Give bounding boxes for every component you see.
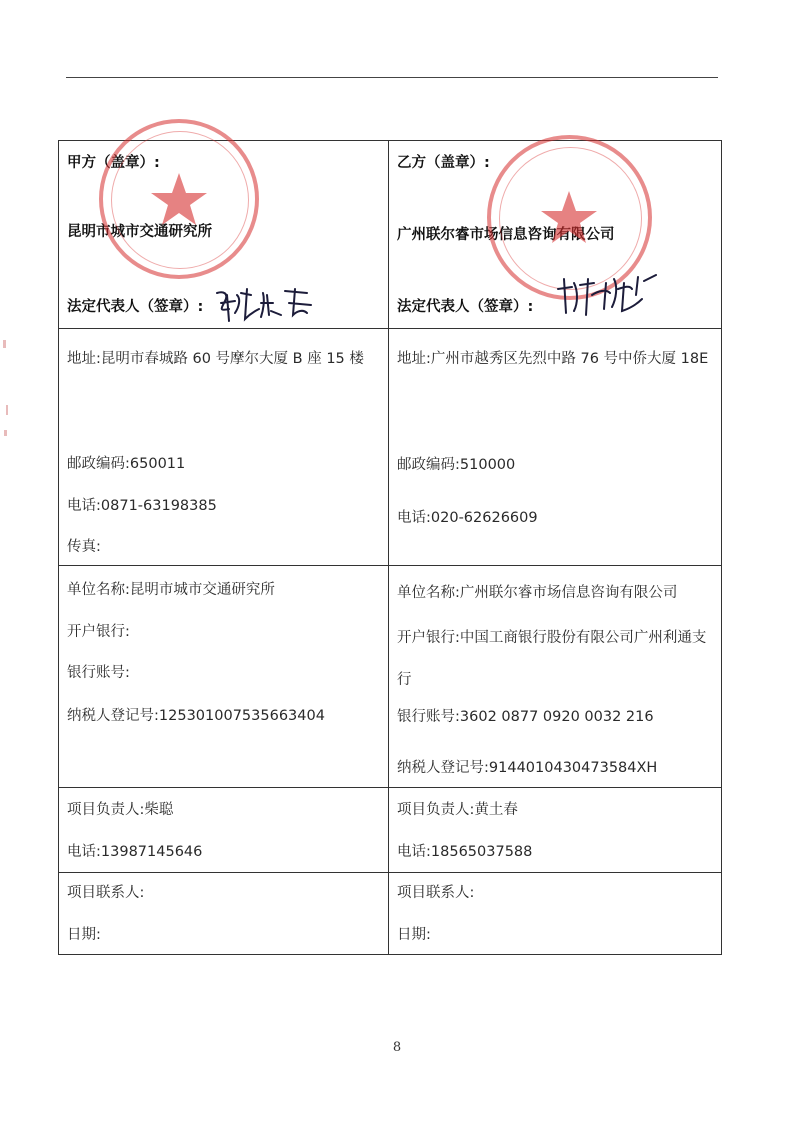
phone-value: 0871-63198385 xyxy=(100,498,217,514)
tax-value: 9144010430473584XH xyxy=(488,760,658,776)
party-a-seal xyxy=(99,119,259,279)
unit-value: 广州联尔睿市场信息咨询有限公司 xyxy=(459,585,678,601)
party-b-account xyxy=(397,707,654,727)
party-a-pm-phone xyxy=(67,842,202,862)
party-b-postcode xyxy=(397,455,515,475)
party-a-fax: 传真: xyxy=(67,539,101,555)
party-b-contact: 项目联系人: xyxy=(397,885,475,901)
pm-label: 项目负责人: xyxy=(67,802,145,818)
party-a-bank: 开户银行: xyxy=(67,624,130,640)
scan-speck xyxy=(3,340,6,348)
party-a-project-manager xyxy=(67,800,173,820)
party-a-date: 日期: xyxy=(67,927,101,943)
party-a-account: 银行账号: xyxy=(67,665,130,681)
party-a-name: 昆明市城市交通研究所 xyxy=(67,224,212,240)
phone-value: 020-62626609 xyxy=(430,510,538,526)
postcode-value: 650011 xyxy=(129,456,186,472)
party-a-phone xyxy=(67,496,217,516)
phone-label: 电话: xyxy=(397,844,431,860)
tax-value: 125301007535663404 xyxy=(158,708,325,724)
row-divider xyxy=(59,328,721,329)
party-a-address xyxy=(67,342,383,376)
tax-label: 纳税人登记号: xyxy=(397,760,489,776)
party-b-bank xyxy=(397,617,719,701)
bank-value: 中国工商银行股份有限公司广州利通支行 xyxy=(397,630,707,688)
party-b-label: 乙方（盖章）: xyxy=(397,155,490,171)
party-b-rep-label: 法定代表人（签章）: xyxy=(397,299,534,315)
party-b-project-manager xyxy=(397,800,518,820)
pm-label: 项目负责人: xyxy=(397,802,475,818)
party-b-phone xyxy=(397,508,538,528)
row-divider xyxy=(59,872,721,873)
address-label: 地址: xyxy=(397,351,431,367)
phone-value: 13987145646 xyxy=(100,844,203,860)
address-value: 广州市越秀区先烈中路 76 号中侨大厦 18E xyxy=(430,351,709,367)
column-divider xyxy=(388,141,389,954)
bank-label: 开户银行: xyxy=(397,630,460,646)
party-b-unit-name xyxy=(397,583,677,603)
party-b-address xyxy=(397,342,719,376)
party-a-unit-name xyxy=(67,580,275,600)
party-b-pm-phone xyxy=(397,842,532,862)
phone-value: 18565037588 xyxy=(430,844,533,860)
postcode-label: 邮政编码: xyxy=(67,456,130,472)
party-b-date: 日期: xyxy=(397,927,431,943)
address-label: 地址: xyxy=(67,351,101,367)
row-divider xyxy=(59,787,721,788)
address-value: 昆明市春城路 60 号摩尔大厦 B 座 15 楼 xyxy=(100,351,364,367)
unit-label: 单位名称: xyxy=(397,585,460,601)
page-number: 8 xyxy=(392,1040,402,1055)
party-b-handwritten-signature xyxy=(552,269,662,324)
phone-label: 电话: xyxy=(397,510,431,526)
tax-label: 纳税人登记号: xyxy=(67,708,159,724)
unit-value: 昆明市城市交通研究所 xyxy=(129,582,275,598)
party-a-tax-id xyxy=(67,706,325,726)
party-a-rep-label: 法定代表人（签章）: xyxy=(67,299,204,315)
account-value: 3602 0877 0920 0032 216 xyxy=(459,709,654,725)
postcode-label: 邮政编码: xyxy=(397,457,460,473)
header-rule xyxy=(66,77,718,78)
party-a-handwritten-signature xyxy=(211,281,321,331)
party-a-label: 甲方（盖章）: xyxy=(67,155,160,171)
phone-label: 电话: xyxy=(67,844,101,860)
phone-label: 电话: xyxy=(67,498,101,514)
postcode-value: 510000 xyxy=(459,457,516,473)
pm-value: 黄土春 xyxy=(474,802,518,818)
party-a-contact: 项目联系人: xyxy=(67,885,145,901)
party-b-name: 广州联尔睿市场信息咨询有限公司 xyxy=(397,227,615,243)
party-a-postcode xyxy=(67,454,185,474)
unit-label: 单位名称: xyxy=(67,582,130,598)
contract-signature-table xyxy=(58,140,722,955)
scan-speck xyxy=(4,430,7,436)
account-label: 银行账号: xyxy=(397,709,460,725)
row-divider xyxy=(59,565,721,566)
scan-speck xyxy=(6,405,8,415)
pm-value: 柴聪 xyxy=(144,802,174,818)
party-a-seal-star-icon xyxy=(103,123,255,275)
party-b-tax-id xyxy=(397,758,657,778)
